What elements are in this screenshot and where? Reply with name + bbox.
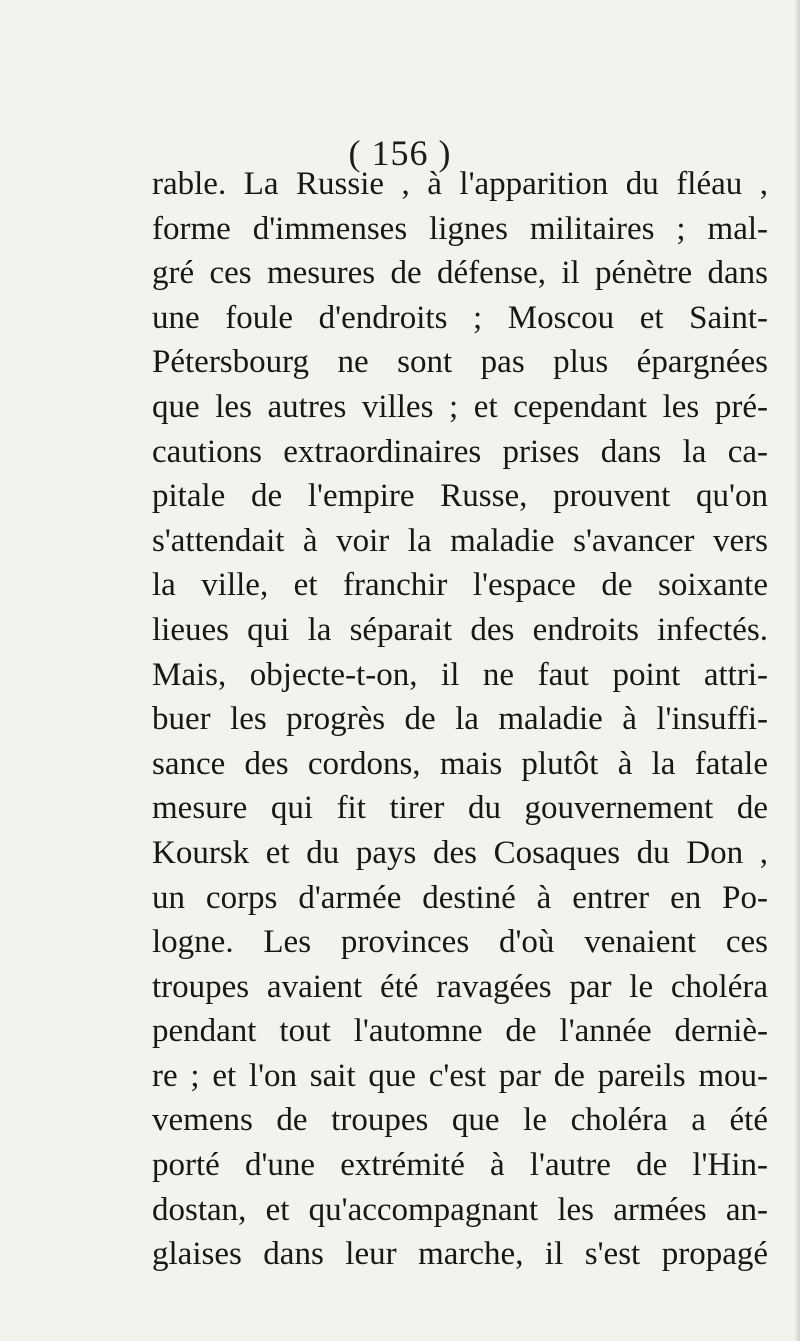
body-text xyxy=(152,162,768,1277)
text-line: un corps d'armée destiné à entrer en Po- xyxy=(152,879,768,916)
text-line: vemens de troupes que le choléra a été xyxy=(152,1102,768,1139)
text-line: la ville, et franchir l'espace de soixante xyxy=(152,567,768,604)
text-line: pitale de l'empire Russe, prouvent qu'on xyxy=(152,478,768,515)
text-line: buer les progrès de la maladie à l'insuffi- xyxy=(152,701,768,738)
text-line: Mais, objecte-t-on, il ne faut point attri- xyxy=(152,656,768,693)
text-line: dostan, et qu'accompagnant les armées an- xyxy=(152,1191,768,1228)
text-line: s'attendait à voir la maladie s'avancer vers xyxy=(152,522,768,559)
text-line: rable. La Russie , à l'apparition du fléau , xyxy=(152,166,768,202)
text-line: gré ces mesures de défense, il pénètre dans xyxy=(152,255,768,292)
text-line: Koursk et du pays des Cosaques du Don , xyxy=(152,834,768,871)
text-line: re ; et l'on sait que c'est par de pareils mou- xyxy=(152,1057,768,1094)
text-line: lieues qui la séparait des endroits infectés. xyxy=(152,611,768,648)
text-line: cautions extraordinaires prises dans la ca- xyxy=(152,433,768,470)
text-line: logne. Les provinces d'où venaient ces xyxy=(152,924,768,961)
page-number: ( 156 ) xyxy=(348,133,452,173)
text-line: porté d'une extrémité à l'autre de l'Hin- xyxy=(152,1147,768,1184)
text-line: mesure qui fit tirer du gouvernement de xyxy=(152,790,768,827)
text-line: pendant tout l'automne de l'année derniè- xyxy=(152,1013,768,1050)
text-line: une foule d'endroits ; Moscou et Saint- xyxy=(152,299,768,336)
text-line: que les autres villes ; et cependant les pré- xyxy=(152,388,768,425)
text-line: forme d'immenses lignes militaires ; mal- xyxy=(152,210,768,247)
page-edge-shadow xyxy=(794,0,800,1341)
text-line: glaises dans leur marche, il s'est propagé xyxy=(152,1236,768,1273)
text-line: Pétersbourg ne sont pas plus épargnées xyxy=(152,344,768,381)
text-line: troupes avaient été ravagées par le choléra xyxy=(152,968,768,1005)
text-line: sance des cordons, mais plutôt à la fatale xyxy=(152,745,768,782)
